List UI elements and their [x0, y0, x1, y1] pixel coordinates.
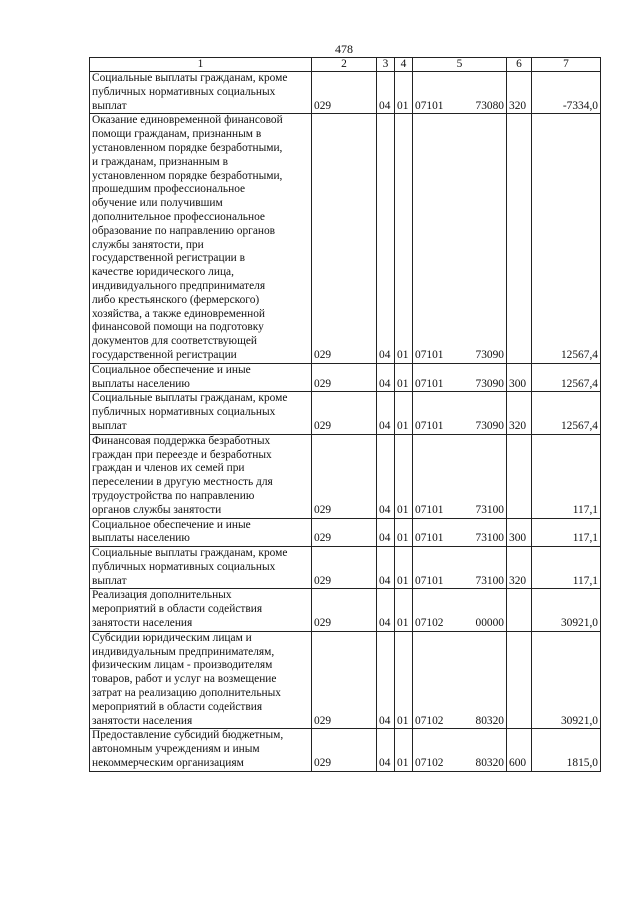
target-code: 07101 73080 [415, 99, 504, 112]
column-header: 2 [312, 58, 377, 72]
description-line: индивидуального предпринимателя [92, 279, 266, 292]
description-line: публичных нормативных социальных [92, 406, 276, 419]
target-code-cell [413, 114, 507, 363]
description-line: публичных нормативных социальных [92, 85, 276, 98]
description-line: Социальные выплаты гражданам, кроме [92, 547, 288, 560]
expense-type-cell: 320 [507, 547, 532, 589]
section-code-cell: 04 [377, 114, 395, 363]
target-code-cell [413, 434, 507, 518]
admin-code-cell: 029 [312, 547, 377, 589]
description-line: и гражданам, признанным в [92, 155, 228, 168]
description-line: автономным учреждениям и иным [92, 743, 260, 756]
subsection-code-cell: 01 [395, 547, 413, 589]
description-cell [90, 363, 312, 392]
description-line: затрат на реализацию дополнительных [92, 687, 281, 700]
subsection-code-cell: 01 [395, 363, 413, 392]
description-line: граждан при переезде и безработных [92, 448, 272, 461]
subsection-code-cell: 01 [395, 631, 413, 729]
subsection-code-cell: 01 [395, 729, 413, 771]
description-cell [90, 547, 312, 589]
target-code-cell [413, 589, 507, 631]
description-line: товаров, работ и услуг на возмещение [92, 673, 277, 686]
table-row [90, 547, 601, 589]
column-header: 4 [395, 58, 413, 72]
table-row [90, 392, 601, 434]
subsection-code-cell: 01 [395, 434, 413, 518]
table-row [90, 72, 601, 114]
section-code-cell: 04 [377, 631, 395, 729]
description-line: физическим лицам - производителям [92, 659, 273, 672]
table-row [90, 114, 601, 363]
description-cell [90, 72, 312, 114]
subsection-code-cell: 01 [395, 72, 413, 114]
admin-code-cell: 029 [312, 363, 377, 392]
description-line: индивидуальным предпринимателям, [92, 645, 275, 658]
description-line: Оказание единовременной финансовой [92, 114, 283, 127]
description-line: Социальные выплаты гражданам, кроме [92, 72, 288, 84]
column-header: 3 [377, 58, 395, 72]
description-cell [90, 392, 312, 434]
target-code: 07101 73100 [415, 503, 504, 516]
description-line: публичных нормативных социальных [92, 560, 276, 573]
admin-code-cell: 029 [312, 518, 377, 547]
section-code-cell: 04 [377, 547, 395, 589]
amount-cell: 1815,0 [532, 729, 601, 771]
section-code-cell: 04 [377, 518, 395, 547]
description-line: либо крестьянского (фермерского) [92, 293, 260, 306]
admin-code-cell: 029 [312, 392, 377, 434]
section-code-cell: 04 [377, 589, 395, 631]
description-line: установленном порядке безработными, [92, 169, 283, 182]
column-header: 5 [413, 58, 507, 72]
amount-cell: 117,1 [532, 518, 601, 547]
description-cell [90, 631, 312, 729]
description-line: дополнительное профессиональное [92, 210, 265, 223]
description-line: образование по направлению органов [92, 224, 276, 237]
section-code-cell: 04 [377, 72, 395, 114]
section-code-cell: 04 [377, 729, 395, 771]
description-line: Социальное обеспечение и иные [92, 518, 251, 531]
admin-code-cell: 029 [312, 434, 377, 518]
description-line: граждан и членов их семей при [92, 462, 245, 475]
target-code: 07101 73100 [415, 574, 504, 587]
section-code-cell: 04 [377, 392, 395, 434]
description-line: Социальные выплаты гражданам, кроме [92, 392, 288, 405]
column-header: 6 [507, 58, 532, 72]
description-line: финансовой помощи на подготовку [92, 321, 264, 334]
expense-type-cell: 300 [507, 518, 532, 547]
amount-cell: 117,1 [532, 547, 601, 589]
description-line: государственной регистрации в [92, 252, 245, 265]
description-line: Социальное обеспечение и иные [92, 363, 251, 376]
target-code: 07102 80320 [415, 714, 504, 727]
amount-cell: 30921,0 [532, 631, 601, 729]
target-code: 07102 80320 [415, 757, 504, 770]
description-line: выплат [92, 419, 127, 432]
admin-code-cell: 029 [312, 589, 377, 631]
expense-type-cell: 600 [507, 729, 532, 771]
description-line: государственной регистрации [92, 348, 237, 361]
expense-type-cell [507, 114, 532, 363]
table-row [90, 363, 601, 392]
description-line: мероприятий в области содействия [92, 700, 263, 713]
description-line: обучение или получившим [92, 197, 223, 210]
table-row [90, 631, 601, 729]
target-code-cell [413, 729, 507, 771]
target-code: 07101 73090 [415, 419, 504, 432]
header-row [90, 58, 601, 72]
description-line: занятости населения [92, 617, 193, 630]
description-line: прошедшим профессиональное [92, 183, 246, 196]
description-line: документов для соответствующей [92, 335, 257, 348]
description-line: выплаты населению [92, 377, 190, 390]
description-line: службы занятости, при [92, 238, 204, 251]
description-line: помощи гражданам, признанным в [92, 128, 262, 141]
expense-type-cell: 320 [507, 72, 532, 114]
section-code-cell: 04 [377, 363, 395, 392]
description-cell [90, 114, 312, 363]
column-header: 1 [90, 58, 312, 72]
description-line: органов службы занятости [92, 503, 222, 516]
description-line: установленном порядке безработными, [92, 141, 283, 154]
description-cell [90, 518, 312, 547]
target-code: 07101 73090 [415, 377, 504, 390]
expense-type-cell [507, 434, 532, 518]
description-line: Реализация дополнительных [92, 589, 232, 602]
description-line: выплат [92, 574, 127, 587]
amount-cell: 12567,4 [532, 363, 601, 392]
section-code-cell: 04 [377, 434, 395, 518]
subsection-code-cell: 01 [395, 392, 413, 434]
amount-cell: 12567,4 [532, 392, 601, 434]
target-code-cell [413, 547, 507, 589]
description-line: хозяйства, а также единовременной [92, 307, 266, 320]
description-cell [90, 434, 312, 518]
description-line: выплаты населению [92, 532, 190, 545]
amount-cell: 117,1 [532, 434, 601, 518]
description-line: некоммерческим организациям [92, 757, 244, 770]
table-row [90, 518, 601, 547]
description-line: занятости населения [92, 714, 193, 727]
admin-code-cell: 029 [312, 72, 377, 114]
expense-type-cell: 320 [507, 392, 532, 434]
target-code-cell [413, 72, 507, 114]
description-line: трудоустройства по направлению [92, 489, 255, 502]
description-line: Финансовая поддержка безработных [92, 434, 271, 447]
description-line: выплат [92, 99, 127, 112]
subsection-code-cell: 01 [395, 518, 413, 547]
expense-type-cell: 300 [507, 363, 532, 392]
table-row [90, 434, 601, 518]
amount-cell: 12567,4 [532, 114, 601, 363]
target-code-cell [413, 392, 507, 434]
target-code-cell [413, 363, 507, 392]
admin-code-cell: 029 [312, 114, 377, 363]
target-code: 07101 73100 [415, 532, 504, 545]
admin-code-cell: 029 [312, 729, 377, 771]
target-code-cell [413, 518, 507, 547]
target-code: 07101 73090 [415, 348, 504, 361]
column-header: 7 [532, 58, 601, 72]
admin-code-cell: 029 [312, 631, 377, 729]
description-cell [90, 589, 312, 631]
subsection-code-cell: 01 [395, 114, 413, 363]
table-row [90, 589, 601, 631]
expense-type-cell [507, 589, 532, 631]
page-number: 478 [335, 42, 353, 56]
description-line: мероприятий в области содействия [92, 603, 263, 616]
amount-cell: 30921,0 [532, 589, 601, 631]
target-code-cell [413, 631, 507, 729]
expense-type-cell [507, 631, 532, 729]
subsection-code-cell: 01 [395, 589, 413, 631]
description-line: качестве юридического лица, [92, 266, 234, 279]
description-line: переселении в другую местность для [92, 476, 273, 489]
amount-cell: -7334,0 [532, 72, 601, 114]
description-cell [90, 729, 312, 771]
table-row [90, 729, 601, 771]
budget-table [89, 57, 601, 772]
description-line: Субсидии юридическим лицам и [92, 631, 252, 644]
description-line: Предоставление субсидий бюджетным, [92, 729, 284, 742]
target-code: 07102 00000 [415, 617, 504, 630]
